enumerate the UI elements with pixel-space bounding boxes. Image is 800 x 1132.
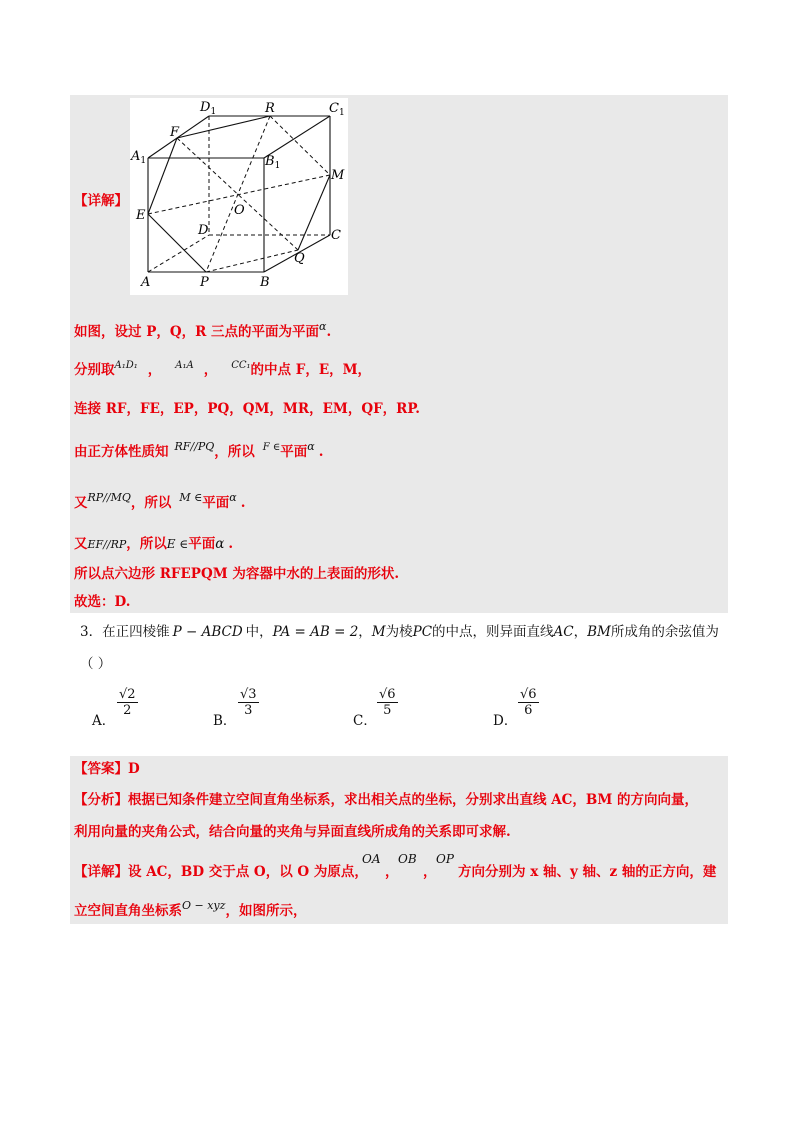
analysis-line-1: 【分析】根据已知条件建立空间直角坐标系，求出相关点的坐标，分别求出直线 AC，BM 的方向向量， [74,792,698,808]
edge-b1-c1 [264,116,330,158]
math-f-in: F ∈ [262,442,281,453]
vector-oa: OA [362,852,381,866]
math-a1a: A₁A [175,360,194,371]
math-bm: BM [587,624,611,640]
math-rp-mq: RP//MQ [87,491,131,504]
label-b: B [260,275,270,290]
comma: ， [385,864,399,880]
text-property: 由正方体性质知 [74,444,169,460]
math-m-in: M ∈ [179,491,203,504]
detail-text-1: 【详解】设 AC，BD 交于点 O，以 O 为原点， [74,864,368,880]
alpha-symbol: α [229,491,237,504]
midpoints-text: 的中点 F，E，M， [250,362,372,378]
detail-line-1 [74,863,368,881]
segment-m-q [298,175,330,250]
label-p: P [200,275,209,290]
math-coordinate-system: O − xyz [182,899,226,912]
comma: ， [147,362,162,378]
solution-line-6 [74,535,233,554]
alpha-symbol: α [215,536,225,552]
option-d-label[interactable]: D． [493,713,518,729]
label-r: R [265,101,275,116]
text-cosine: 所成角的余弦值为 [610,624,719,640]
text-plane: 平面 [188,536,216,552]
option-a-numerator: √2 [119,687,136,702]
label-d1: $D_1$ [200,100,217,117]
option-d-fraction [518,687,539,718]
question-3-paren: （ ） [80,656,112,672]
option-c-numerator: √6 [379,687,396,702]
detail-text-2b: ，如图所示， [225,903,307,919]
option-b-fraction [238,687,259,718]
option-c-fraction [377,687,398,718]
label-q: Q [294,251,305,266]
segment-f-e [148,138,177,214]
math-pyramid: P − ABCD [172,624,243,640]
answer-line: 【答案】D [74,761,140,777]
option-d-numerator: √6 [520,687,537,702]
text-you: 又 [74,495,88,511]
alpha-symbol: α [307,440,315,453]
option-b-label[interactable]: B． [213,713,237,729]
label-d: D [198,223,209,238]
comma: ， [423,864,437,880]
analysis-line-2: 利用向量的夹角公式，结合向量的夹角与异面直线所成角的关系即可求解. [74,824,511,840]
math-condition: PA = AB = 2 [272,624,359,640]
solution-line-4 [74,440,324,463]
label-c1: $C_1$ [329,101,345,118]
label-b1: $B_1$ [265,154,281,171]
label-o: O [234,203,245,218]
period: . [228,536,234,552]
solution-line-2 [74,361,371,381]
period: . [240,495,246,511]
question-number: 3．在正四棱锥 [80,624,170,640]
label-a1: $A_1$ [131,149,147,166]
detail-text-2: 立空间直角坐标系 [74,903,182,919]
label-c: C [331,228,341,243]
cube-figure [130,98,348,295]
solution-line-1 [74,320,332,342]
math-m: M [371,624,386,640]
option-a-denominator: 2 [123,703,132,718]
math-e-in: E ∈ [166,537,189,551]
detail-label: 【详解】 [74,193,128,209]
alpha-symbol: α [319,320,327,333]
segment-r-p [206,116,270,272]
option-b-numerator: √3 [240,687,257,702]
comma: ， [573,624,588,640]
comma: ， [358,624,372,640]
label-e: E [136,208,146,223]
vector-ob: OB [398,852,417,866]
solution-line-1-text: 如图，设过 P，Q，R 三点的平面为平面 [74,324,320,340]
text-midpoint: 的中点，则异面直线 [432,624,554,640]
solution-line-3: 连接 RF，FE，EP，PQ，QM，MR，EM，QF，RP. [74,401,421,417]
math-rf-pq: RF//PQ [174,440,215,453]
text-suoyi: ，所以 [214,444,255,460]
solution-line-8: 故选：D. [74,594,131,610]
math-pc: PC [412,624,433,640]
option-c-label[interactable]: C． [353,713,377,729]
math-ac: AC [553,624,574,640]
question-3-line-1 [80,623,719,641]
detail-line-2 [74,899,307,921]
text-plane: 平面 [202,495,230,511]
math-cc1: CC₁ [231,360,251,371]
solution-line-5 [74,491,246,513]
option-b-denominator: 3 [244,703,253,718]
text-plane: 平面 [280,444,308,460]
detail-text-1b: 方向分别为 x 轴、y 轴、z 轴的正方向，建 [458,864,717,880]
text-zhong: 中， [245,624,273,640]
option-c-denominator: 5 [383,703,392,718]
label-a: A [141,275,151,290]
math-ef-rp: EF//RP [87,538,127,551]
text-fenbiequ: 分别取 [74,362,115,378]
text-weileng: 为棱 [385,624,413,640]
label-m: M [331,168,345,183]
text-suoyi: ，所以 [130,495,172,511]
period: . [318,444,324,460]
text-suoyi: ，所以 [126,536,167,552]
segment-f-r [177,116,270,138]
period: . [326,324,332,340]
option-a-fraction [117,687,138,718]
text-you: 又 [74,536,88,552]
math-a1d1: A₁D₁ [114,360,138,371]
comma: ， [203,362,218,378]
label-f: F [170,125,180,140]
option-d-denominator: 6 [524,703,533,718]
solution-line-7: 所以点六边形 RFEPQM 为容器中水的上表面的形状. [74,566,400,582]
vector-op: OP [436,852,454,866]
option-a-label[interactable]: A． [92,713,116,729]
